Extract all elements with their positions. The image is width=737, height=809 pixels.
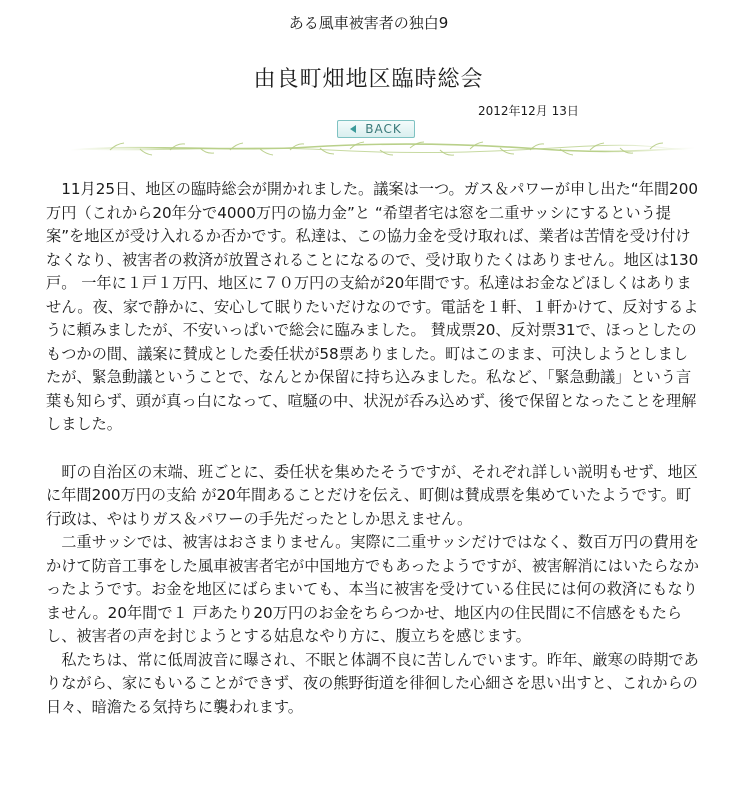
page-title: 由良町畑地区臨時総会 [253,67,484,92]
series-title: ある風車被害者の独白9 [288,14,449,32]
grass-divider [70,138,695,158]
paragraph-2: 町の自治区の末端、班ごとに、委任状を集めたそうですが、それぞれ詳しい説明もせず、地区に年間200万円の支給 が20年間あることだけを伝え、町側は賛成票を集めていたようです。町行政は、やはりガス＆パワーの手先だったとしか思えません。 [46,462,698,528]
article-body [46,178,701,719]
post-date: 2012年12月 13日 [478,104,579,118]
back-button-label: BACK [365,122,402,136]
back-arrow-icon [350,125,356,133]
paragraph-1: 11月25日、地区の臨時総会が開かれました。議案は一つ。ガス＆パワーが申し出た“年間200万円（これから20年分で4000万円の協力金”と “希望者宅は窓を二重サッシにするという提案”を地区が受け入れるか否かです。私達は、この協力金を受け取れば、業者は苦情を受け付けなくなり、被害者の救済が放置されることになるので、受け取りたくはありません。地区は130戸。 一年に１戸１万円、地区に７０万円の支給が20年間です。私達はお金などほしくはありません。夜、家で静かに、安心して眠りたいだけなのです。電話を１軒、１軒かけて、反対するように頼みましたが、不安いっぱいで総会に臨みました。 賛成票20、反対票31で、ほっとしたのもつかの間、議案に賛成とした委任状が58票ありました。町はこのまま、可決しようとしましたが、緊急動議ということで、なんとか保留に持ち込みました。私など、「緊急動議」という言葉も知らず、頭が真っ白になって、喧騒の中、状況が呑み込めず、後で保留となったことを理解しました。 [46,180,699,433]
paragraph-4: 私たちは、常に低周波音に曝され、不眠と体調不良に苦しんでいます。昨年、厳寒の時期でありながら、家にもいることができず、夜の熊野街道を徘徊した心細さを思い出すと、これからの日々、暗澹たる気持ちに襲われます。 [46,650,699,716]
paragraph-3: 二重サッシでは、被害はおさまりません。実際に二重サッシだけではなく、数百万円の費用をかけて防音工事をした風車被害者宅が中国地方でもあったようですが、被害解消にはいたらなかったようです。お金を地区にばらまいても、本当に被害を受けている住民には何の救済にもなりません。20年間で１ 戸あたり20万円のお金をちらつかせ、地区内の住民間に不信感をもたらし、被害者の声を封じようとする姑息なやり方に、腹立ちを感じます。 [46,533,700,645]
back-button[interactable] [337,120,415,138]
